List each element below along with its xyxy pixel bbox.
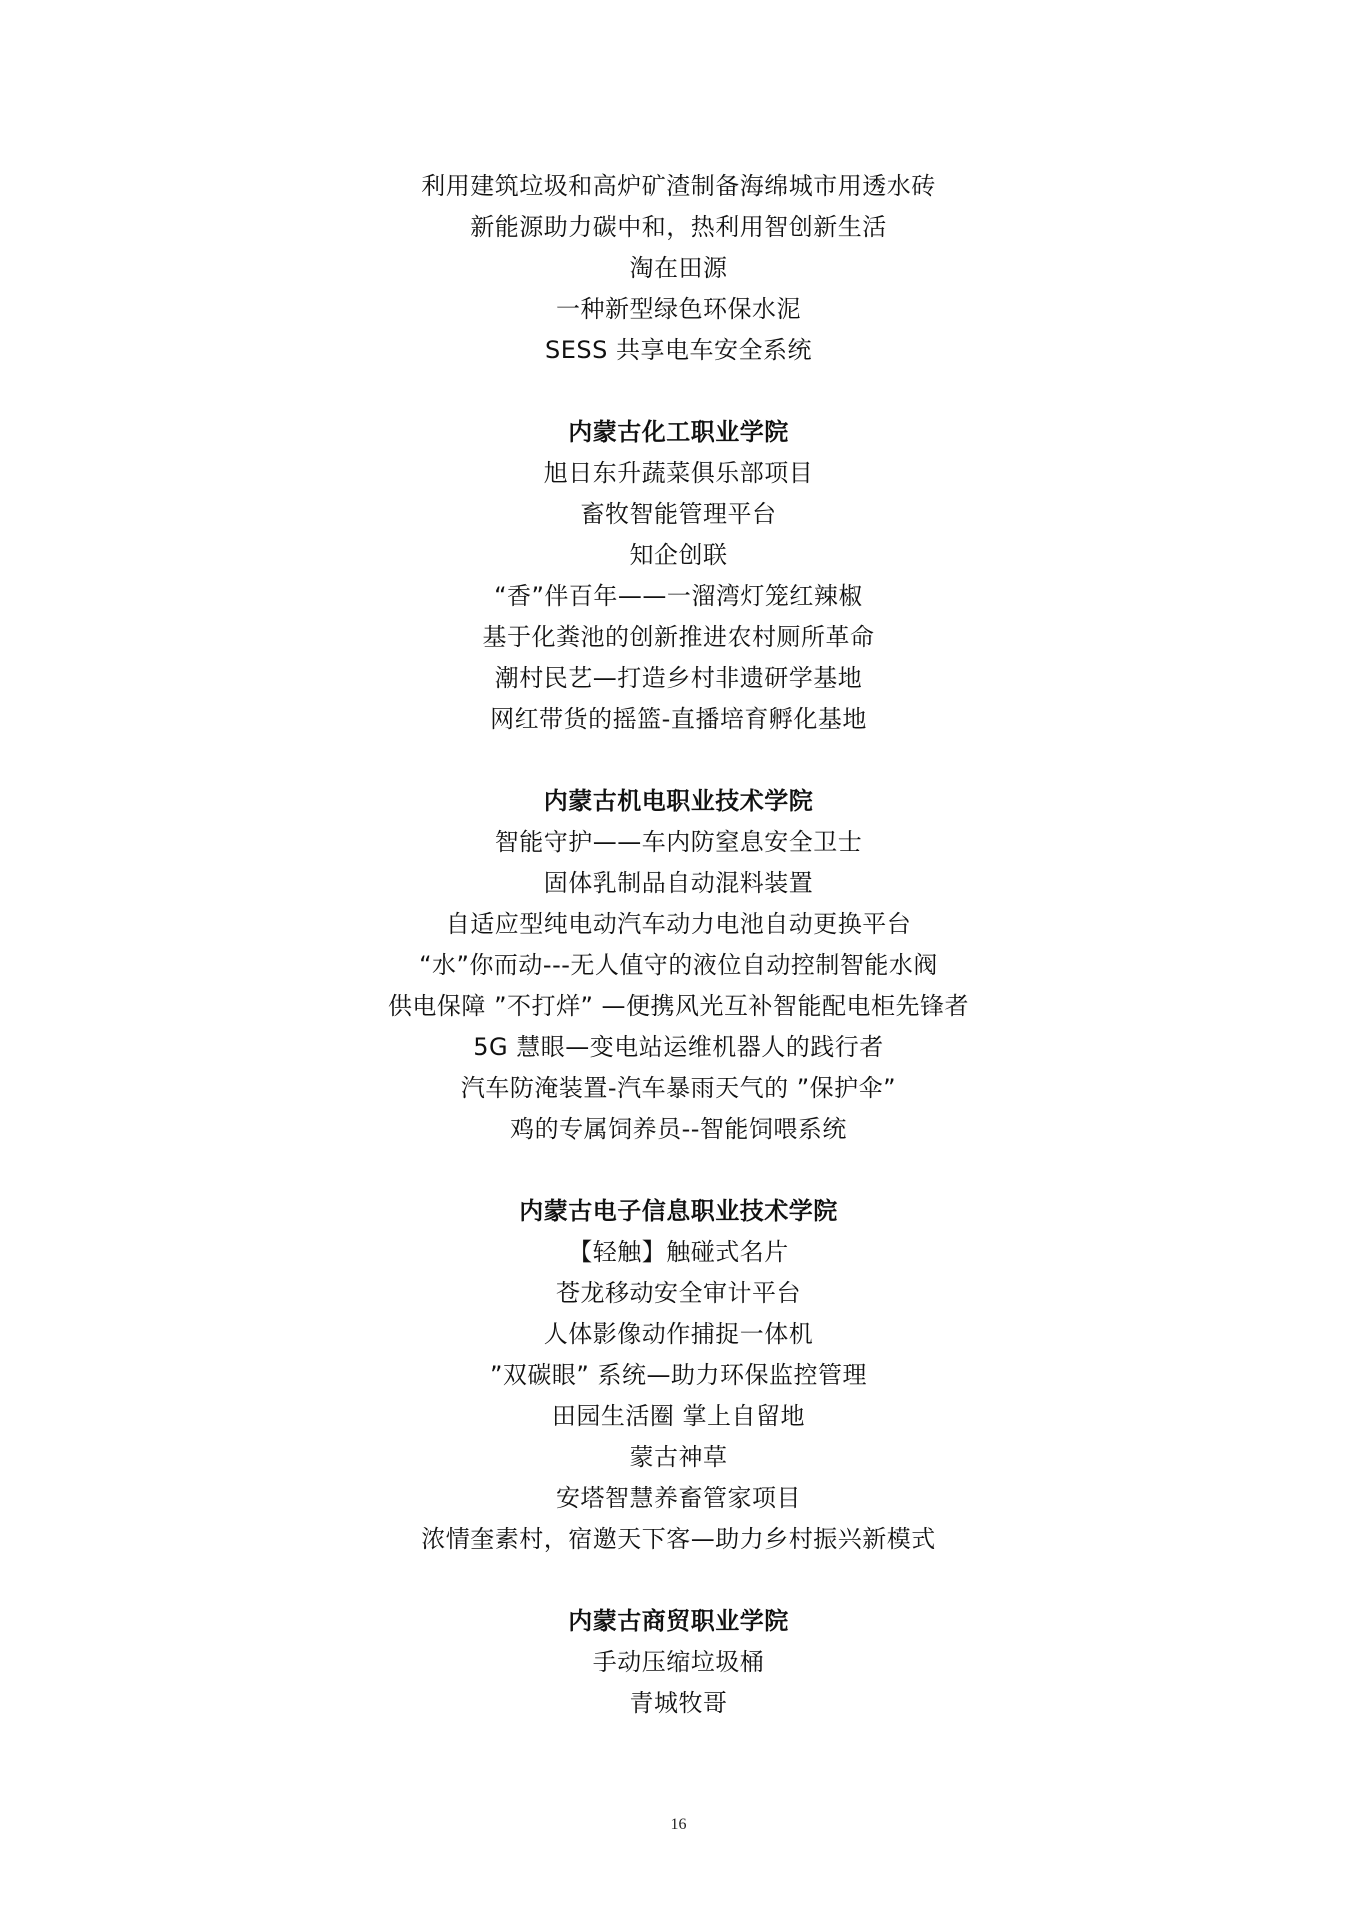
list-item: 手动压缩垃圾桶 xyxy=(592,1648,765,1676)
section-commerce-college xyxy=(0,1601,1357,1724)
section-heading: 内蒙古电子信息职业技术学院 xyxy=(519,1197,838,1225)
list-item: 旭日东升蔬菜俱乐部项目 xyxy=(543,459,814,487)
list-item: 苍龙移动安全审计平台 xyxy=(556,1279,801,1307)
list-item: 一种新型绿色环保水泥 xyxy=(556,295,801,323)
list-item: 5G 慧眼—变电站运维机器人的践行者 xyxy=(473,1033,884,1061)
list-item: 基于化粪池的创新推进农村厕所革命 xyxy=(482,623,875,651)
section-heading: 内蒙古化工职业学院 xyxy=(568,418,789,446)
list-item: “水”你而动---无人值守的液位自动控制智能水阀 xyxy=(419,951,938,979)
section-electronic-info-college xyxy=(0,1191,1357,1560)
spacer xyxy=(0,371,1357,412)
list-item: 智能守护——车内防窒息安全卫士 xyxy=(494,828,863,856)
list-item: ”双碳眼” 系统—助力环保监控管理 xyxy=(490,1361,867,1389)
list-item: 浓情奎素村，宿邀天下客—助力乡村振兴新模式 xyxy=(421,1525,936,1553)
project-list xyxy=(0,166,1357,1724)
list-item: 利用建筑垃圾和高炉矿渣制备海绵城市用透水砖 xyxy=(421,172,936,200)
spacer xyxy=(0,1150,1357,1191)
page-number: 16 xyxy=(670,1816,687,1833)
list-item: 知企创联 xyxy=(629,541,728,569)
list-item: 新能源助力碳中和，热利用智创新生活 xyxy=(470,213,887,241)
list-item: 田园生活圈 掌上自留地 xyxy=(551,1402,806,1430)
list-item: 蒙古神草 xyxy=(629,1443,728,1471)
list-item: 鸡的专属饲养员--智能饲喂系统 xyxy=(510,1115,847,1143)
list-item: 青城牧哥 xyxy=(629,1689,728,1717)
list-item: SESS 共享电车安全系统 xyxy=(545,336,812,364)
section-heading: 内蒙古商贸职业学院 xyxy=(568,1607,789,1635)
list-item: 汽车防淹装置-汽车暴雨天气的 ”保护伞” xyxy=(460,1074,897,1102)
list-item: 固体乳制品自动混料装置 xyxy=(543,869,814,897)
intro-list xyxy=(0,166,1357,371)
list-item: 安塔智慧养畜管家项目 xyxy=(556,1484,801,1512)
list-item: “香”伴百年——一溜湾灯笼红辣椒 xyxy=(494,582,863,610)
list-item: 淘在田源 xyxy=(629,254,728,282)
list-item: 网红带货的摇篮-直播培育孵化基地 xyxy=(490,705,867,733)
section-heading: 内蒙古机电职业技术学院 xyxy=(543,787,814,815)
section-electromechanical-college xyxy=(0,781,1357,1150)
list-item: 供电保障 ”不打烊” —便携风光互补智能配电柜先锋者 xyxy=(387,992,970,1020)
section-chemical-college xyxy=(0,412,1357,740)
list-item: 畜牧智能管理平台 xyxy=(580,500,777,528)
list-item: 【轻触】触碰式名片 xyxy=(568,1238,789,1266)
list-item: 潮村民艺—打造乡村非遗研学基地 xyxy=(494,664,863,692)
list-item: 自适应型纯电动汽车动力电池自动更换平台 xyxy=(445,910,912,938)
spacer xyxy=(0,1560,1357,1601)
list-item: 人体影像动作捕捉一体机 xyxy=(543,1320,814,1348)
spacer xyxy=(0,740,1357,781)
